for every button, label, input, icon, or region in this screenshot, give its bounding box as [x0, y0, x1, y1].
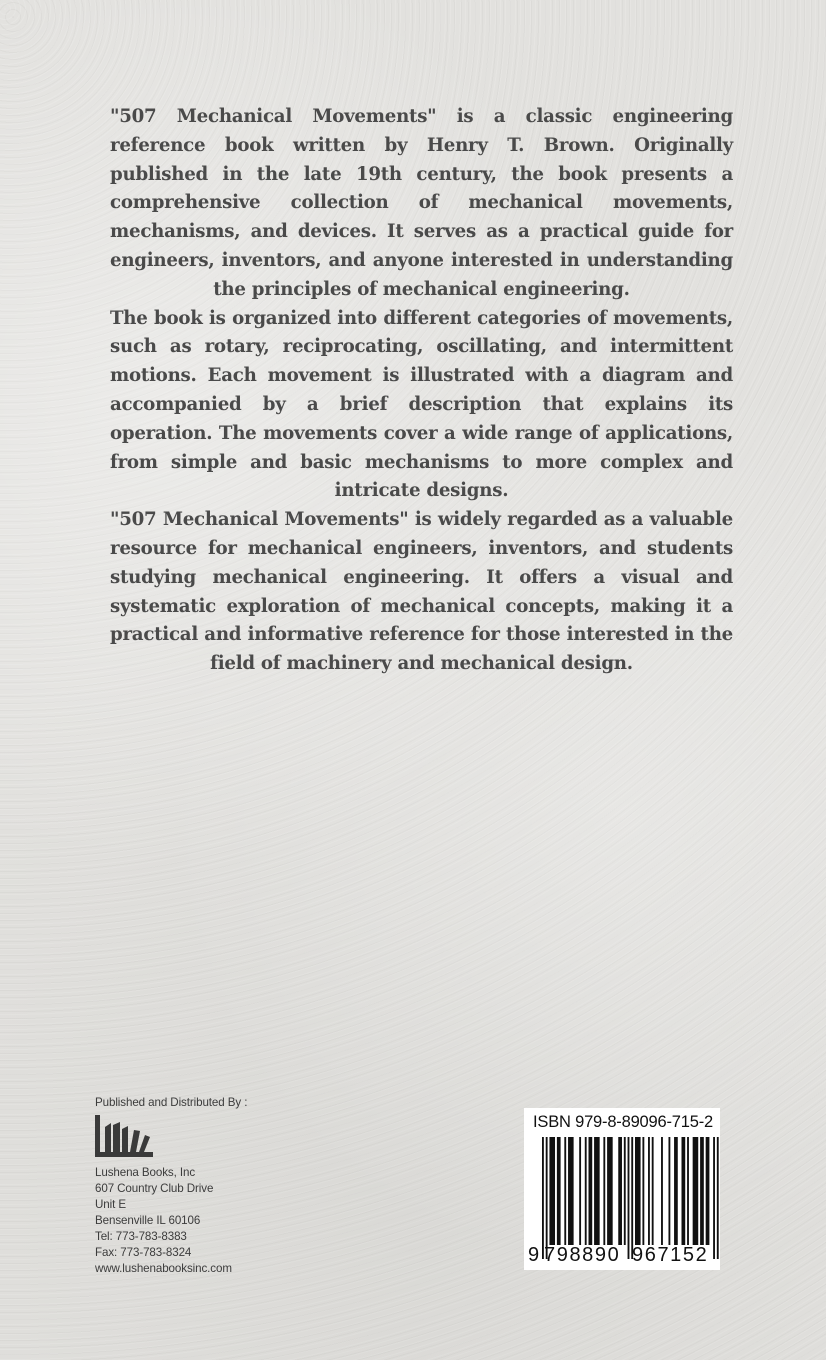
description-paragraph-3: "507 Mechanical Movements" is widely regarded as a valuable resource for mechanical engineers, inventors, and students studying mechanical engineering. It offers a visual and systematic exploration of mechanical concepts, making it a practical and informative reference for those interested in the field of machinery and mechanical design. [110, 509, 733, 675]
barcode-bar-1 [546, 1137, 548, 1259]
barcode-bar-2 [549, 1137, 555, 1245]
barcode-bar-13 [624, 1137, 626, 1245]
publisher-name: Lushena Books, Inc [95, 1166, 196, 1179]
publisher-tel: Tel: 773-783-8383 [95, 1230, 187, 1243]
publisher-heading: Published and Distributed By : [95, 1096, 248, 1109]
barcode-bar-19 [652, 1137, 654, 1245]
barcode-digits-right: 967152 [632, 1244, 709, 1266]
barcode-bar-6 [579, 1137, 581, 1245]
barcode-bar-5 [568, 1137, 574, 1245]
barcode-bar-18 [648, 1137, 650, 1245]
barcode-bar-23 [682, 1137, 686, 1245]
barcode-bar-29 [717, 1137, 719, 1259]
barcode-bar-25 [693, 1137, 699, 1245]
barcode-bar-28 [713, 1137, 715, 1259]
barcode-bar-15 [631, 1137, 633, 1259]
barcode-bar-14 [628, 1137, 630, 1259]
publisher-address-line2: Unit E [95, 1198, 126, 1211]
barcode-bar-16 [635, 1137, 641, 1245]
publisher-fax: Fax: 773-783-8324 [95, 1246, 192, 1259]
bookshelf-logo-icon [95, 1113, 153, 1159]
barcode-bar-0 [542, 1137, 544, 1259]
barcode-digit-first: 9 [528, 1244, 540, 1266]
publisher-address-line1: 607 Country Club Drive [95, 1182, 214, 1195]
barcode-bar-17 [642, 1137, 644, 1245]
barcode-bar-8 [589, 1137, 593, 1245]
description-paragraph-1: "507 Mechanical Movements" is a classic engineering reference book written by Henry T. Brown. Originally published in the late 19th century, the book presents a comprehensive collection of mechanical movements, mechanisms, and devices. It serves as a practical guide for engineers, inventors, and anyone interested in understanding the principles of mechanical engineering. [110, 106, 733, 300]
barcode-bar-27 [706, 1137, 710, 1245]
barcode-digits [524, 1244, 720, 1268]
isbn-label: ISBN 979-8-89096-715-2 [533, 1113, 713, 1131]
publisher-block [95, 1095, 355, 1277]
barcode-bar-3 [557, 1137, 561, 1245]
publisher-city-state-zip: Bensenville IL 60106 [95, 1214, 201, 1227]
publisher-website: www.lushenabooksinc.com [95, 1262, 232, 1275]
barcode-bar-11 [607, 1137, 613, 1245]
barcode-bar-4 [564, 1137, 566, 1245]
barcode-bar-20 [661, 1137, 663, 1245]
barcode-bar-12 [618, 1137, 622, 1245]
barcode-bar-22 [674, 1137, 678, 1245]
barcode-bar-26 [700, 1137, 704, 1245]
barcode-bar-9 [594, 1137, 600, 1245]
isbn-barcode-box [524, 1108, 720, 1270]
barcode-digits-left: 798890 [544, 1244, 621, 1266]
description-paragraph-2: The book is organized into different categories of movements, such as rotary, reciprocating, oscillating, and intermittent motions. Each movement is illustrated with a diagram and accompanied by a brief description that explains its operation. The movements cover a wide range of applications, from simple and basic mechanisms to more complex and intricate designs. [110, 307, 733, 502]
barcode-bar-21 [668, 1137, 670, 1245]
barcode-bar-24 [687, 1137, 689, 1245]
barcode-bar-7 [585, 1137, 587, 1245]
barcode-bar-10 [603, 1137, 605, 1245]
book-description [110, 103, 733, 679]
